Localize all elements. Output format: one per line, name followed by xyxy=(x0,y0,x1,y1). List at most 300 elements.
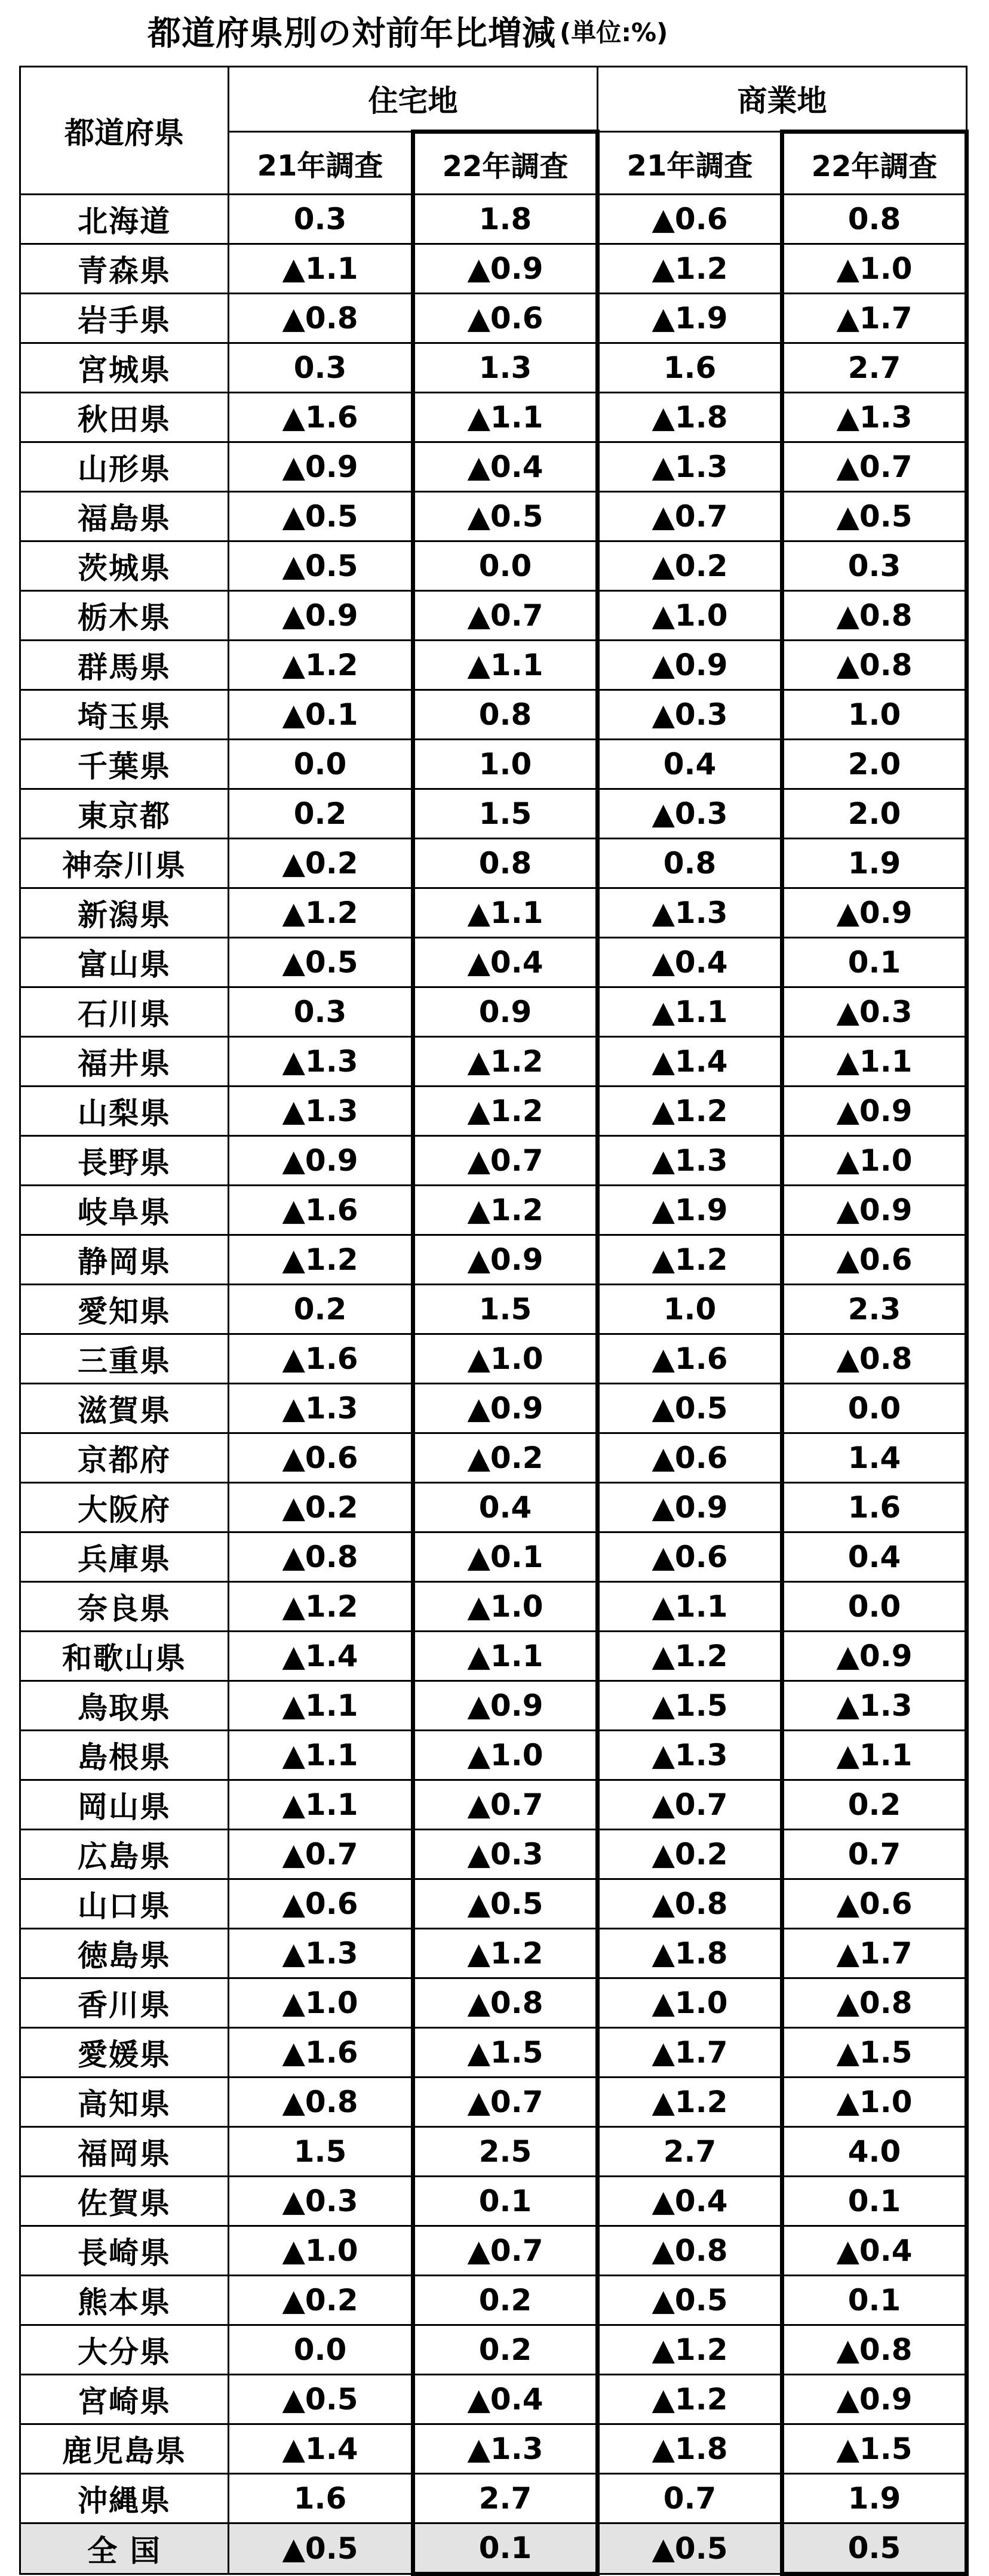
commercial-22-value: 1.9 xyxy=(782,839,967,888)
table-row xyxy=(20,1632,967,1681)
title-block xyxy=(148,4,668,59)
table-row xyxy=(20,1731,967,1780)
commercial-21-value: ▲0.6 xyxy=(598,195,782,244)
header-year: 22年調査 xyxy=(413,132,598,195)
commercial-22-value: ▲0.9 xyxy=(782,1632,967,1681)
prefecture-name: 静岡県 xyxy=(20,1235,229,1285)
commercial-21-value: ▲1.4 xyxy=(598,1037,782,1087)
commercial-22-value: 4.0 xyxy=(782,2127,967,2177)
table-row xyxy=(20,740,967,789)
commercial-22-value: 2.7 xyxy=(782,343,967,393)
residential-21-value: ▲0.5 xyxy=(229,492,413,541)
prefecture-name: 三重県 xyxy=(20,1334,229,1384)
table-body xyxy=(20,195,967,2574)
total-row xyxy=(20,2523,967,2574)
residential-21-value: 0.2 xyxy=(229,789,413,839)
commercial-22-value: 1.6 xyxy=(782,1483,967,1532)
residential-22-value: ▲0.9 xyxy=(413,244,598,294)
commercial-21-value: ▲0.8 xyxy=(598,2226,782,2276)
commercial-22-value: ▲1.1 xyxy=(782,1037,967,1087)
residential-22-value: ▲0.7 xyxy=(413,2226,598,2276)
residential-21-value: ▲1.1 xyxy=(229,1681,413,1731)
residential-21-value: ▲0.5 xyxy=(229,541,413,591)
table-row xyxy=(20,442,967,492)
prefecture-name: 富山県 xyxy=(20,938,229,987)
commercial-22-value: 0.8 xyxy=(782,195,967,244)
commercial-22-value: ▲0.8 xyxy=(782,2325,967,2375)
residential-22-value: 2.7 xyxy=(413,2474,598,2523)
residential-22-value: 0.8 xyxy=(413,839,598,888)
prefecture-name: 岩手県 xyxy=(20,294,229,343)
prefecture-name: 広島県 xyxy=(20,1830,229,1879)
table-row xyxy=(20,2424,967,2474)
prefecture-name: 宮崎県 xyxy=(20,2375,229,2424)
commercial-22-value: ▲1.0 xyxy=(782,1136,967,1186)
table-row xyxy=(20,1087,967,1136)
prefecture-name: 山梨県 xyxy=(20,1087,229,1136)
table-row xyxy=(20,195,967,244)
commercial-22-value: ▲0.8 xyxy=(782,1978,967,2028)
table-row xyxy=(20,2127,967,2177)
commercial-21-value: ▲1.7 xyxy=(598,2028,782,2078)
residential-21-value: ▲0.9 xyxy=(229,1136,413,1186)
prefecture-name: 高知県 xyxy=(20,2078,229,2127)
prefecture-name: 新潟県 xyxy=(20,888,229,938)
commercial-22-value: 1.4 xyxy=(782,1433,967,1483)
commercial-21-value: ▲1.2 xyxy=(598,2375,782,2424)
prefecture-name: 大阪府 xyxy=(20,1483,229,1532)
commercial-22-value: ▲0.8 xyxy=(782,1334,967,1384)
residential-21-value: 1.5 xyxy=(229,2127,413,2177)
residential-21-value: ▲0.2 xyxy=(229,839,413,888)
residential-21-value: ▲0.6 xyxy=(229,1879,413,1929)
commercial-21-value: ▲0.3 xyxy=(598,789,782,839)
commercial-22-value: 0.2 xyxy=(782,1780,967,1830)
commercial-22-value: ▲0.8 xyxy=(782,591,967,641)
prefecture-name: 熊本県 xyxy=(20,2276,229,2325)
commercial-21-value: ▲1.8 xyxy=(598,1929,782,1978)
page-title: 都道府県別の対前年比増減 xyxy=(148,14,556,53)
residential-22-value: ▲1.0 xyxy=(413,1731,598,1780)
commercial-21-value: 2.7 xyxy=(598,2127,782,2177)
commercial-22-value: ▲0.6 xyxy=(782,1879,967,1929)
commercial-22-value: ▲1.0 xyxy=(782,244,967,294)
table-row xyxy=(20,839,967,888)
commercial-22-value: ▲1.3 xyxy=(782,1681,967,1731)
commercial-21-value: ▲0.9 xyxy=(598,641,782,690)
residential-22-value: ▲0.6 xyxy=(413,294,598,343)
residential-21-value: ▲1.6 xyxy=(229,393,413,442)
prefecture-name: 宮城県 xyxy=(20,343,229,393)
prefecture-name: 沖縄県 xyxy=(20,2474,229,2523)
commercial-22-value: 0.3 xyxy=(782,541,967,591)
commercial-22-value: ▲0.9 xyxy=(782,2375,967,2424)
prefecture-name: 福島県 xyxy=(20,492,229,541)
table-row xyxy=(20,987,967,1037)
residential-22-value: ▲0.9 xyxy=(413,1384,598,1433)
prefecture-name: 愛知県 xyxy=(20,1285,229,1334)
table-row xyxy=(20,1334,967,1384)
residential-21-value: ▲1.3 xyxy=(229,1929,413,1978)
residential-22-value: 0.8 xyxy=(413,690,598,740)
table-row xyxy=(20,2276,967,2325)
commercial-22-value: ▲0.7 xyxy=(782,442,967,492)
header-year: 21年調査 xyxy=(598,132,782,195)
table-row xyxy=(20,1879,967,1929)
residential-22-value: ▲0.5 xyxy=(413,1879,598,1929)
residential-22-value: 0.1 xyxy=(413,2177,598,2226)
table-row xyxy=(20,2177,967,2226)
residential-21-value: ▲1.3 xyxy=(229,1037,413,1087)
commercial-21-value: ▲0.3 xyxy=(598,690,782,740)
commercial-21-value: ▲0.7 xyxy=(598,1780,782,1830)
table-row xyxy=(20,541,967,591)
prefecture-name: 兵庫県 xyxy=(20,1532,229,1582)
residential-21-value: 0.2 xyxy=(229,1285,413,1334)
commercial-22-value: 2.0 xyxy=(782,789,967,839)
residential-21-value: ▲0.8 xyxy=(229,2078,413,2127)
residential-21-value: ▲1.1 xyxy=(229,1731,413,1780)
commercial-22-value: ▲0.3 xyxy=(782,987,967,1037)
residential-21-value: 0.3 xyxy=(229,343,413,393)
table-row xyxy=(20,1681,967,1731)
commercial-21-value: ▲0.5 xyxy=(598,2276,782,2325)
commercial-22-value: 0.7 xyxy=(782,1830,967,1879)
table-row xyxy=(20,492,967,541)
commercial-21-value: 1.6 xyxy=(598,343,782,393)
prefecture-name: 長崎県 xyxy=(20,2226,229,2276)
prefecture-name: 福岡県 xyxy=(20,2127,229,2177)
commercial-21-value: ▲1.8 xyxy=(598,393,782,442)
commercial-21-value: 0.7 xyxy=(598,2474,782,2523)
prefecture-name: 青森県 xyxy=(20,244,229,294)
residential-21-value: ▲0.8 xyxy=(229,294,413,343)
residential-22-value: ▲0.7 xyxy=(413,1780,598,1830)
prefecture-name: 山形県 xyxy=(20,442,229,492)
commercial-22-value: ▲0.9 xyxy=(782,1087,967,1136)
prefecture-name: 大分県 xyxy=(20,2325,229,2375)
table-row xyxy=(20,2078,967,2127)
residential-21-value: ▲1.2 xyxy=(229,1582,413,1632)
commercial-22-value: ▲1.7 xyxy=(782,1929,967,1978)
table-row xyxy=(20,1136,967,1186)
residential-22-value: 2.5 xyxy=(413,2127,598,2177)
prefecture-name: 福井県 xyxy=(20,1037,229,1087)
commercial-22-value: ▲1.3 xyxy=(782,393,967,442)
prefecture-name: 佐賀県 xyxy=(20,2177,229,2226)
commercial-22-value: 0.1 xyxy=(782,2276,967,2325)
residential-22-value: ▲1.0 xyxy=(413,1334,598,1384)
residential-22-value: 1.8 xyxy=(413,195,598,244)
header-row-groups xyxy=(20,67,967,132)
residential-21-value: ▲1.6 xyxy=(229,2028,413,2078)
table-row xyxy=(20,2474,967,2523)
residential-21-value: 1.6 xyxy=(229,2474,413,2523)
commercial-21-value: ▲0.6 xyxy=(598,1433,782,1483)
unit-label: (単位:%) xyxy=(560,18,668,47)
residential-22-value: 1.5 xyxy=(413,1285,598,1334)
residential-22-value: ▲1.1 xyxy=(413,393,598,442)
residential-21-value: 0.0 xyxy=(229,2325,413,2375)
commercial-21-value: ▲1.2 xyxy=(598,244,782,294)
commercial-21-value: ▲1.9 xyxy=(598,1186,782,1235)
residential-22-value: ▲0.4 xyxy=(413,2375,598,2424)
commercial-21-value: ▲1.1 xyxy=(598,987,782,1037)
prefecture-name: 香川県 xyxy=(20,1978,229,2028)
table-row xyxy=(20,2226,967,2276)
commercial-21-value: ▲0.6 xyxy=(598,1532,782,1582)
table-row xyxy=(20,2325,967,2375)
residential-22-value: ▲1.1 xyxy=(413,641,598,690)
commercial-22-value: 0.1 xyxy=(782,938,967,987)
residential-21-value: ▲1.3 xyxy=(229,1384,413,1433)
table-row xyxy=(20,2375,967,2424)
commercial-21-value: ▲1.2 xyxy=(598,1235,782,1285)
prefecture-name: 京都府 xyxy=(20,1433,229,1483)
table-row xyxy=(20,938,967,987)
table-row xyxy=(20,294,967,343)
residential-22-value: ▲1.2 xyxy=(413,1037,598,1087)
commercial-21-value: ▲1.5 xyxy=(598,1681,782,1731)
commercial-21-value: ▲1.8 xyxy=(598,2424,782,2474)
table-row xyxy=(20,2028,967,2078)
header-year: 22年調査 xyxy=(782,132,967,195)
commercial-21-value: ▲1.2 xyxy=(598,2078,782,2127)
residential-21-value: ▲0.2 xyxy=(229,1483,413,1532)
table-row xyxy=(20,244,967,294)
residential-21-value: ▲0.2 xyxy=(229,2276,413,2325)
residential-22-value: ▲1.2 xyxy=(413,1186,598,1235)
commercial-22-value: ▲0.4 xyxy=(782,2226,967,2276)
residential-22-value: 1.5 xyxy=(413,789,598,839)
residential-22-value: ▲0.9 xyxy=(413,1681,598,1731)
commercial-21-value: ▲1.2 xyxy=(598,1632,782,1681)
residential-22-value: 0.9 xyxy=(413,987,598,1037)
commercial-22-value: ▲1.1 xyxy=(782,1731,967,1780)
commercial-22-value: ▲1.5 xyxy=(782,2424,967,2474)
residential-22-value: ▲1.2 xyxy=(413,1929,598,1978)
commercial-22-value: ▲0.6 xyxy=(782,1235,967,1285)
prefecture-name: 鳥取県 xyxy=(20,1681,229,1731)
residential-21-value: ▲0.5 xyxy=(229,2375,413,2424)
residential-21-value: ▲1.2 xyxy=(229,1235,413,1285)
commercial-22-value: ▲1.0 xyxy=(782,2078,967,2127)
residential-22-value: ▲1.3 xyxy=(413,2424,598,2474)
commercial-22-value: 0.1 xyxy=(782,2177,967,2226)
prefecture-name: 千葉県 xyxy=(20,740,229,789)
table-row xyxy=(20,1582,967,1632)
commercial-21-value: ▲1.1 xyxy=(598,1582,782,1632)
residential-21-value: ▲1.1 xyxy=(229,244,413,294)
header-year: 21年調査 xyxy=(229,132,413,195)
prefecture-name: 愛媛県 xyxy=(20,2028,229,2078)
prefecture-name: 岐阜県 xyxy=(20,1186,229,1235)
prefecture-name: 長野県 xyxy=(20,1136,229,1186)
residential-21-value: ▲1.6 xyxy=(229,1334,413,1384)
prefecture-name: 岡山県 xyxy=(20,1780,229,1830)
table-row xyxy=(20,1532,967,1582)
residential-21-value: ▲1.4 xyxy=(229,1632,413,1681)
table-row xyxy=(20,1978,967,2028)
table-row xyxy=(20,1929,967,1978)
residential-22-value: ▲0.5 xyxy=(413,492,598,541)
commercial-22-value: 2.0 xyxy=(782,740,967,789)
table-row xyxy=(20,1384,967,1433)
table-row xyxy=(20,1037,967,1087)
residential-21-value: ▲0.9 xyxy=(229,442,413,492)
residential-22-value: 0.4 xyxy=(413,1483,598,1532)
commercial-21-value: ▲0.5 xyxy=(598,1384,782,1433)
commercial-21-value: ▲0.2 xyxy=(598,541,782,591)
residential-21-value: ▲1.3 xyxy=(229,1087,413,1136)
commercial-21-value: ▲0.8 xyxy=(598,1879,782,1929)
residential-22-value: ▲1.2 xyxy=(413,1087,598,1136)
header-prefecture: 都道府県 xyxy=(20,67,229,195)
residential-22-value: ▲0.4 xyxy=(413,442,598,492)
prefecture-name: 全 国 xyxy=(20,2523,229,2574)
commercial-22-value: 0.4 xyxy=(782,1532,967,1582)
residential-21-value: ▲1.0 xyxy=(229,2226,413,2276)
residential-22-value: ▲0.2 xyxy=(413,1433,598,1483)
commercial-22-value: ▲1.7 xyxy=(782,294,967,343)
residential-22-value: 0.2 xyxy=(413,2325,598,2375)
commercial-22-value: 0.5 xyxy=(782,2523,967,2574)
commercial-21-value: ▲0.4 xyxy=(598,2177,782,2226)
residential-22-value: 0.0 xyxy=(413,541,598,591)
commercial-21-value: ▲0.4 xyxy=(598,938,782,987)
prefecture-name: 奈良県 xyxy=(20,1582,229,1632)
table-row xyxy=(20,1186,967,1235)
commercial-21-value: 1.0 xyxy=(598,1285,782,1334)
commercial-22-value: ▲0.9 xyxy=(782,1186,967,1235)
prefecture-name: 栃木県 xyxy=(20,591,229,641)
residential-22-value: 1.0 xyxy=(413,740,598,789)
change-table xyxy=(19,66,969,2576)
commercial-22-value: 2.3 xyxy=(782,1285,967,1334)
residential-22-value: 0.2 xyxy=(413,2276,598,2325)
prefecture-name: 徳島県 xyxy=(20,1929,229,1978)
residential-21-value: ▲0.5 xyxy=(229,938,413,987)
prefecture-name: 北海道 xyxy=(20,195,229,244)
commercial-22-value: 0.0 xyxy=(782,1582,967,1632)
header-group-commercial: 商業地 xyxy=(598,67,967,132)
residential-22-value: ▲1.5 xyxy=(413,2028,598,2078)
commercial-21-value: ▲0.7 xyxy=(598,492,782,541)
table-row xyxy=(20,393,967,442)
residential-22-value: ▲1.1 xyxy=(413,888,598,938)
prefecture-name: 群馬県 xyxy=(20,641,229,690)
prefecture-name: 秋田県 xyxy=(20,393,229,442)
residential-22-value: ▲1.1 xyxy=(413,1632,598,1681)
commercial-21-value: ▲1.3 xyxy=(598,442,782,492)
commercial-21-value: ▲1.6 xyxy=(598,1334,782,1384)
commercial-22-value: ▲0.5 xyxy=(782,492,967,541)
commercial-21-value: ▲0.5 xyxy=(598,2523,782,2574)
commercial-21-value: ▲1.3 xyxy=(598,888,782,938)
commercial-21-value: ▲1.2 xyxy=(598,1087,782,1136)
prefecture-name: 山口県 xyxy=(20,1879,229,1929)
residential-22-value: 1.3 xyxy=(413,343,598,393)
residential-22-value: ▲0.3 xyxy=(413,1830,598,1879)
commercial-21-value: ▲1.3 xyxy=(598,1731,782,1780)
table-row xyxy=(20,789,967,839)
commercial-22-value: 0.0 xyxy=(782,1384,967,1433)
commercial-21-value: ▲1.2 xyxy=(598,2325,782,2375)
table-row xyxy=(20,1780,967,1830)
table-row xyxy=(20,343,967,393)
commercial-22-value: 1.0 xyxy=(782,690,967,740)
residential-21-value: ▲1.1 xyxy=(229,1780,413,1830)
prefecture-name: 東京都 xyxy=(20,789,229,839)
table-row xyxy=(20,1830,967,1879)
residential-22-value: ▲0.8 xyxy=(413,1978,598,2028)
residential-21-value: ▲0.6 xyxy=(229,1433,413,1483)
table-row xyxy=(20,1235,967,1285)
residential-21-value: ▲0.3 xyxy=(229,2177,413,2226)
commercial-21-value: ▲1.9 xyxy=(598,294,782,343)
table-row xyxy=(20,888,967,938)
prefecture-name: 鹿児島県 xyxy=(20,2424,229,2474)
prefecture-name: 滋賀県 xyxy=(20,1384,229,1433)
residential-22-value: ▲0.7 xyxy=(413,1136,598,1186)
residential-21-value: ▲1.2 xyxy=(229,888,413,938)
prefecture-name: 島根県 xyxy=(20,1731,229,1780)
commercial-22-value: ▲0.9 xyxy=(782,888,967,938)
residential-21-value: 0.3 xyxy=(229,195,413,244)
residential-21-value: ▲0.1 xyxy=(229,690,413,740)
residential-21-value: 0.3 xyxy=(229,987,413,1037)
residential-22-value: ▲0.4 xyxy=(413,938,598,987)
prefecture-name: 和歌山県 xyxy=(20,1632,229,1681)
residential-21-value: ▲0.9 xyxy=(229,591,413,641)
table-row xyxy=(20,1285,967,1334)
residential-21-value: ▲1.4 xyxy=(229,2424,413,2474)
residential-21-value: ▲0.8 xyxy=(229,1532,413,1582)
residential-21-value: ▲0.7 xyxy=(229,1830,413,1879)
commercial-21-value: ▲0.2 xyxy=(598,1830,782,1879)
prefecture-name: 埼玉県 xyxy=(20,690,229,740)
residential-21-value: 0.0 xyxy=(229,740,413,789)
table-row xyxy=(20,1483,967,1532)
commercial-22-value: ▲1.5 xyxy=(782,2028,967,2078)
residential-21-value: ▲1.6 xyxy=(229,1186,413,1235)
commercial-22-value: ▲0.8 xyxy=(782,641,967,690)
commercial-21-value: ▲1.0 xyxy=(598,1978,782,2028)
commercial-21-value: 0.4 xyxy=(598,740,782,789)
table-row xyxy=(20,641,967,690)
residential-22-value: ▲0.1 xyxy=(413,1532,598,1582)
commercial-21-value: 0.8 xyxy=(598,839,782,888)
table-row xyxy=(20,690,967,740)
commercial-22-value: 1.9 xyxy=(782,2474,967,2523)
commercial-21-value: ▲1.3 xyxy=(598,1136,782,1186)
residential-22-value: ▲0.7 xyxy=(413,591,598,641)
prefecture-name: 神奈川県 xyxy=(20,839,229,888)
residential-21-value: ▲1.2 xyxy=(229,641,413,690)
prefecture-name: 茨城県 xyxy=(20,541,229,591)
residential-22-value: ▲1.0 xyxy=(413,1582,598,1632)
residential-21-value: ▲0.5 xyxy=(229,2523,413,2574)
table-row xyxy=(20,591,967,641)
residential-22-value: 0.1 xyxy=(413,2523,598,2574)
table-row xyxy=(20,1433,967,1483)
commercial-21-value: ▲0.9 xyxy=(598,1483,782,1532)
header-group-residential: 住宅地 xyxy=(229,67,598,132)
residential-21-value: ▲1.0 xyxy=(229,1978,413,2028)
residential-22-value: ▲0.7 xyxy=(413,2078,598,2127)
residential-22-value: ▲0.9 xyxy=(413,1235,598,1285)
prefecture-name: 石川県 xyxy=(20,987,229,1037)
